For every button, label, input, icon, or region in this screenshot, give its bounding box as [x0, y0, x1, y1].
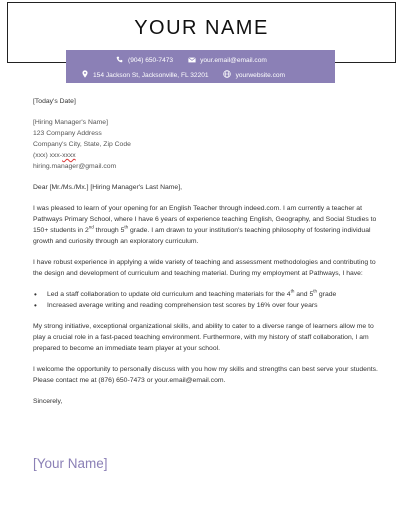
recipient-email: hiring.manager@gmail.com: [33, 163, 117, 170]
location-pin-icon: [80, 70, 89, 80]
closing: Sincerely,: [33, 398, 63, 405]
letter-body: [33, 96, 383, 407]
contact-row-2: [80, 70, 285, 80]
globe-icon: [223, 70, 232, 80]
email-address[interactable]: your.email@email.com: [200, 57, 267, 64]
salutation: Dear [Mr./Ms./Mx.] [Hiring Manager's Last Name],: [33, 184, 182, 191]
contact-band: [66, 50, 335, 83]
street-address: 154 Jackson St, Jacksonville, FL 32201: [93, 71, 209, 79]
website[interactable]: yourwebsite.com: [235, 71, 286, 79]
list-item: • Led a staff collaboration to update old curriculum and teaching materials for the 4th and 5th grade: [47, 289, 383, 300]
recipient-address: 123 Company Address: [33, 130, 102, 137]
phone-icon: [115, 56, 124, 65]
letter-date: [Today's Date]: [33, 98, 76, 105]
paragraph-4: I welcome the opportunity to personally discuss with you how my skills and strengths can best serve your students. Please contact me at (876) 650-7473 or your.email@email.com.: [33, 366, 378, 384]
paragraph-2: I have robust experience in applying a wide variety of teaching and assessment methodologies and contributing to the design and development of curriculum and teaching material. During my employment at Pathways, I have:: [33, 259, 376, 277]
applicant-name: YOUR NAME: [134, 17, 269, 39]
recipient-phone: (xxx) xxx-xxxx: [33, 152, 76, 159]
achievement-list: [33, 289, 383, 311]
email-icon: [187, 57, 196, 65]
paragraph-1: I was pleased to learn of your opening for an English Teacher through indeed.com. I am currently a teacher at Pathways Primary School, where I have 6 years of experience teaching English, Geography, and Social Studies to 150+ students in 2nd through 5th grade. I am drawn to your institution's teaching philosophy of fostering individual growth and curiosity through an exploratory curriculum.: [33, 205, 377, 245]
paragraph-3: My strong initiative, exceptional organizational skills, and ability to cater to a diverse range of learners allow me to play a crucial role in a fast-paced teaching environment. Furthermore, with my history of staff collaboration, I am prepared to become an immediate team player at your school.: [33, 323, 374, 352]
phone-number: (904) 650-7473: [128, 57, 174, 64]
contact-row-1: [115, 56, 267, 65]
signature: [Your Name]: [33, 456, 108, 471]
recipient-city: Company's City, State, Zip Code: [33, 141, 131, 148]
recipient-name: [Hiring Manager's Name]: [33, 119, 108, 126]
list-item: • Increased average writing and reading comprehension test scores by 16% over four years: [47, 300, 383, 311]
